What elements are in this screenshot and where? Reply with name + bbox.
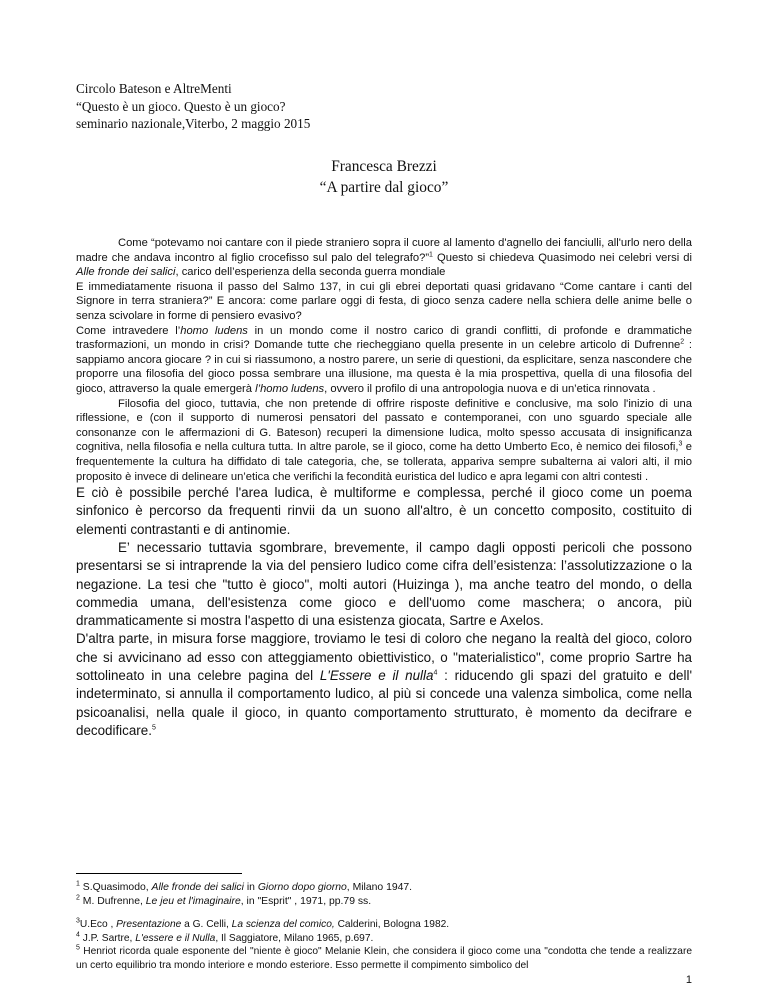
footnote-3 bbox=[76, 918, 692, 932]
text-run: Filosofia del gioco, tuttavia, che non pretende di offrire risposte definitive e conclusive, ma solo l'inizio di una riflessione, e (con il supporto di numerosi pensatori del passato e contemporanei, con uno sguardo speciale alle consonanze con le affermazioni di G. Bateson) recuperi la dimensione ludica, molto spesso accusata di insignificanza cognitiva, nella filosofia e nella cultura tutta. In altre parole, se il gioco, come ha detto Umberto Eco, è nemico dei filosofi, bbox=[76, 397, 692, 454]
footnote-number: 1 bbox=[76, 880, 80, 888]
text-run: in bbox=[243, 882, 258, 893]
paragraph-3 bbox=[76, 324, 692, 397]
footnote-separator bbox=[76, 873, 242, 874]
italic-run: Le jeu et l'imaginaire bbox=[145, 896, 241, 907]
footnote-ref: 1 bbox=[429, 250, 433, 258]
footnote-ref: 3 bbox=[678, 440, 683, 448]
footnote-1 bbox=[76, 881, 692, 895]
italic-run: homo ludens bbox=[180, 324, 248, 337]
text-run: : sappiamo ancora giocare ? in cui si riassumono, a nostro parere, un serie di questioni, da esplicitare, senza nascondere che proporre una filosofia del gioco possa sembrare una illusione, ma questa è la mia prospettiva, quella di una filosofia del gioco, attraverso la quale emergerà bbox=[76, 339, 693, 395]
footnote-ref: 5 bbox=[151, 724, 156, 732]
text-run: M. Dufrenne, bbox=[79, 896, 146, 907]
text-run: a G. Celli, bbox=[181, 919, 232, 930]
text-run: , Il Saggiatore, Milano 1965, p.697. bbox=[215, 932, 374, 944]
italic-run: Giorno dopo giorno bbox=[257, 882, 347, 893]
text-run: , in "Esprit" , 1971, pp.79 ss. bbox=[240, 896, 372, 907]
text-run: S.Quasimodo, bbox=[79, 882, 152, 893]
footnotes-top bbox=[76, 881, 692, 909]
paragraph-5: E ciò è possibile perché l'area ludica, è multiforme e complessa, perché il gioco come un poema sinfonico è percorso da frequenti rinvii da un suono all'altro, è un concetto composito, costituito di elementi contrastanti e di antinomie. bbox=[76, 485, 692, 537]
header-block bbox=[76, 80, 310, 133]
page-number: 1 bbox=[685, 974, 692, 986]
text-run: D'altra parte, in misura forse maggiore, troviamo le tesi di coloro che negano la realtà del gioco, coloro che si avvicinano ad esso con atteggiamento obiettivistico, o "materialistico", come proprio Sartre ha sottolineato in una celebre pagina del bbox=[76, 631, 692, 684]
text-run: Henriot ricorda quale esponente del "niente è gioco" Melanie Klein, che considera il gioco come una "condotta che tende a realizzare un certo equilibrio tra mondo interiore e mondo esteriore. Esso permette il compimento simbolico del bbox=[76, 946, 692, 971]
text-run: U.Eco , bbox=[79, 919, 117, 930]
italic-run: L'essere e il Nulla bbox=[135, 932, 216, 944]
text-run: Calderini, Bologna 1982. bbox=[334, 919, 450, 930]
header-line-1: Circolo Bateson e AltreMenti bbox=[76, 81, 232, 96]
paragraph-1 bbox=[76, 236, 692, 280]
paragraph-2: E immediatamente risuona il passo del Salmo 137, in cui gli ebrei deportati quasi gridavano “Come cantare i canti del Signore in terra straniera?” E ancora: come parlare oggi di festa, di gioco senza cadere nella schiera delle anime belle o senza scivolare in forme di pensiero evasivo? bbox=[76, 280, 692, 322]
author-name: Francesca Brezzi bbox=[331, 158, 437, 175]
text-run: Questo si chiedeva Quasimodo nei celebri versi di bbox=[432, 251, 692, 264]
text-run: , Milano 1947. bbox=[346, 882, 413, 893]
italic-run: Alle fronde dei salici bbox=[76, 266, 176, 279]
header-line-3: seminario nazionale,Viterbo, 2 maggio 2015 bbox=[76, 116, 311, 131]
italic-run: Presentazione bbox=[116, 919, 182, 930]
text-run: , ovvero il profilo di una antropologia nuova e di un’etica rinnovata . bbox=[324, 382, 656, 395]
text-run: in un mondo come il nostro carico di grandi conflitti, di profonde e drammatiche trasformazioni, un mondo in crisi? Domande tutte che riecheggiano quella presente in un celebre articolo di Dufrenne bbox=[76, 324, 692, 352]
paragraph-4 bbox=[76, 397, 692, 485]
footnote-2 bbox=[76, 895, 692, 909]
text-run: Come intravedere l’ bbox=[76, 324, 181, 337]
footnote-ref: 4 bbox=[433, 669, 438, 677]
italic-run: L'Essere e il nulla bbox=[319, 668, 434, 684]
footnote-ref: 2 bbox=[680, 338, 685, 346]
text-run: e frequentemente la cultura ha diffidato di tale categoria, che, se tollerata, appariva sempre subalterna ai valori alti, il mio proposito è invece di delineare un’etica che verifichi la fecondità euristica del ludico e apra legami con altri contesti . bbox=[76, 441, 692, 483]
text-run: Come “potevamo noi cantare con il piede straniero sopra il cuore al lamento d'agnello dei fanciulli, all'urlo nero della madre che andava incontro al figlio crocefisso sul palo del telegrafo?” bbox=[76, 237, 692, 264]
footnote-number: 4 bbox=[76, 931, 80, 939]
paragraph-6: E’ necessario tuttavia sgombrare, brevemente, il campo dagli opposti pericoli che possono presentarsi se si intraprende la via del pensiero ludico come cifra dell’esistenza: l’assolutizzazione o la negazione. La tesi che "tutto è gioco", molti autori (Huizinga ), ma anche teatro del mondo, o della commedia umana, dell'esistenza come gioco e dell'uomo come maschera; o ancora, più drammaticamente si mostra l'aspetto di una esistenza giocata, Sartre e Axelos. bbox=[76, 539, 692, 629]
footnote-4 bbox=[76, 932, 692, 946]
main-text bbox=[76, 236, 692, 740]
footnote-number: 5 bbox=[76, 944, 80, 952]
text-run: J.P. Sartre, bbox=[79, 932, 136, 944]
title-block bbox=[0, 156, 768, 198]
paragraph-7 bbox=[76, 630, 692, 740]
paper-title: “A partire dal gioco” bbox=[319, 179, 449, 196]
italic-run: Alle fronde dei salici bbox=[151, 882, 244, 893]
footnote-5 bbox=[76, 945, 692, 972]
italic-run: l’homo ludens bbox=[255, 382, 325, 395]
footnote-number: 3 bbox=[76, 917, 80, 925]
footnote-number: 2 bbox=[76, 894, 80, 902]
italic-run: La scienza del comico, bbox=[231, 919, 335, 930]
footnotes-bottom bbox=[76, 918, 692, 972]
text-run: , carico dell’esperienza della seconda guerra mondiale bbox=[175, 266, 446, 279]
text-run: : riducendo gli spazi del gratuito e dell' indeterminato, si annulla il comportamento ludico, al più si concede una valenza simbolica, come nella psicoanalisi, nella quale il gioco, in quanto comportamento strutturato, è momento da decifrare e decodificare. bbox=[76, 668, 693, 738]
header-line-2: “Questo è un gioco. Questo è un gioco? bbox=[76, 98, 286, 114]
